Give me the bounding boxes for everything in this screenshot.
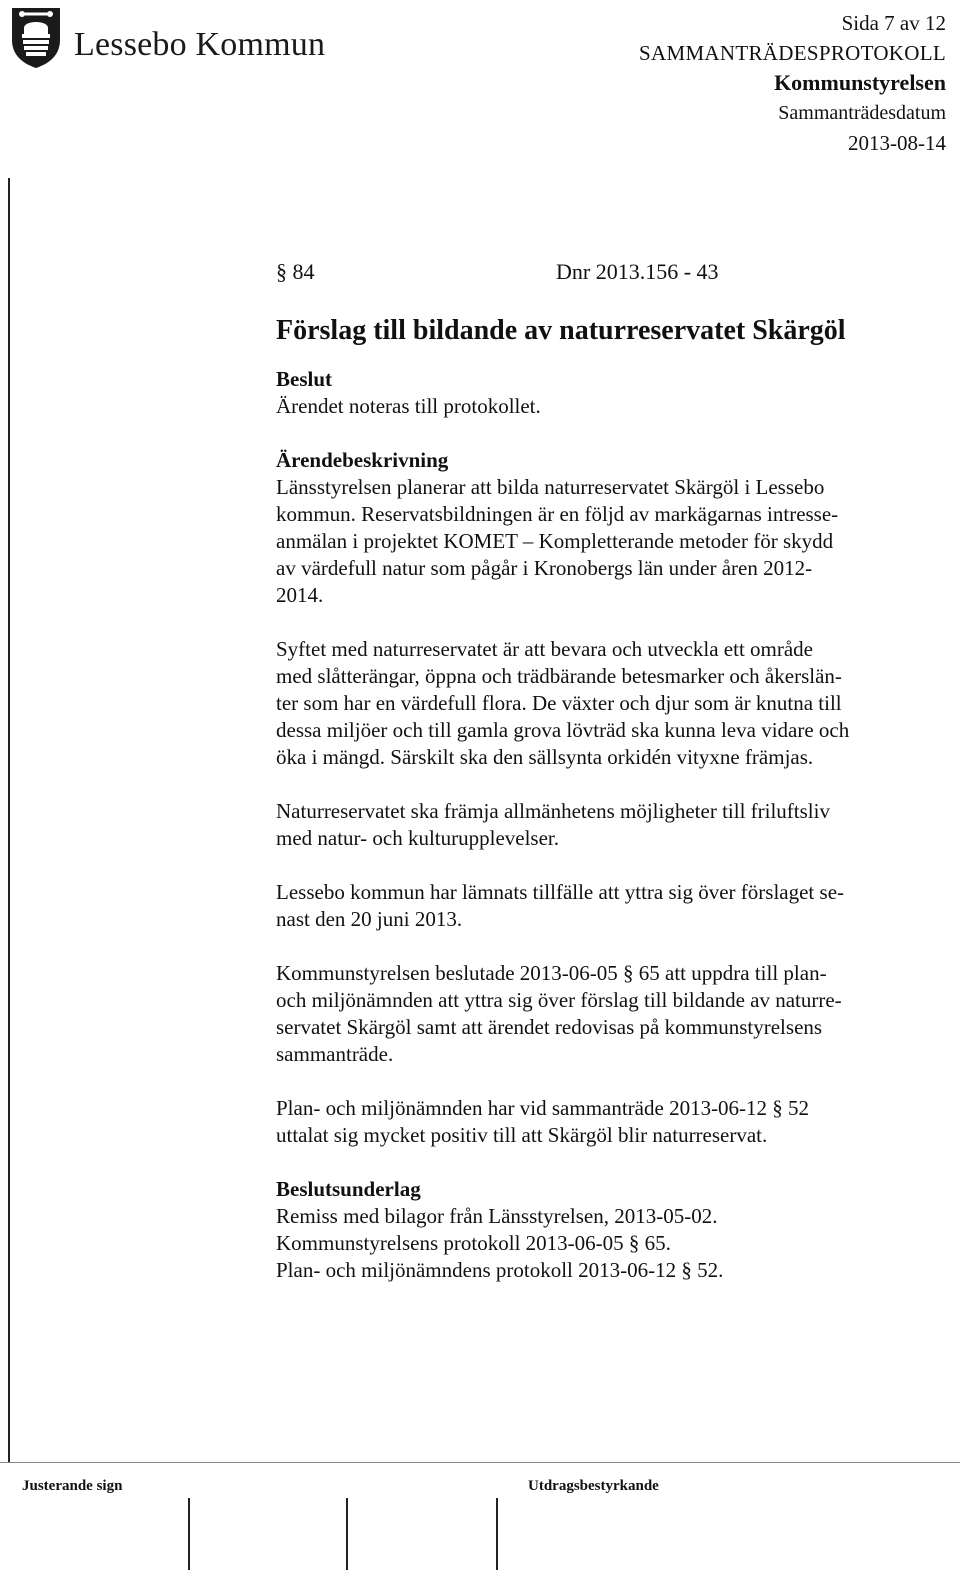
text-line: kommun. Reservatsbildningen är en följd av markägarnas intresse- — [276, 502, 839, 526]
list-item: Kommunstyrelsens protokoll 2013-06-05 § 65. — [276, 1231, 671, 1255]
item-title: Förslag till bildande av naturreservatet Skärgöl — [276, 315, 846, 346]
committee-name: Kommunstyrelsen — [774, 70, 946, 95]
list-item: Remiss med bilagor från Länsstyrelsen, 2013-05-02. — [276, 1204, 718, 1228]
item-reference — [276, 258, 936, 285]
coat-of-arms-icon — [8, 4, 64, 70]
text-line: uttalat sig mycket positiv till att Skärgöl blir naturreservat. — [276, 1123, 768, 1147]
text-line: Länsstyrelsen planerar att bilda naturreservatet Skärgöl i Lessebo — [276, 475, 825, 499]
description-paragraph-1 — [276, 474, 936, 609]
description-paragraph-4 — [276, 879, 936, 933]
text-line: med natur- och kulturupplevelser. — [276, 826, 559, 850]
text-line: dessa miljöer och till gamla grova lövträd ska kunna leva vidare och — [276, 718, 850, 742]
footer-rule — [0, 1462, 960, 1463]
utdragsbestyrkande-label: Utdragsbestyrkande — [528, 1478, 659, 1494]
logo-wordmark: Lessebo Kommun — [74, 26, 326, 63]
list-item: Plan- och miljönämndens protokoll 2013-06-12 § 52. — [276, 1258, 724, 1282]
text-line: Syftet med naturreservatet är att bevara och utveckla ett område — [276, 637, 813, 661]
document-body — [276, 258, 936, 1284]
text-line: anmälan i projektet KOMET – Kompletterande metoder för skydd — [276, 529, 834, 553]
paragraph-number: § 84 — [276, 259, 315, 284]
signature-divider — [188, 1498, 190, 1570]
description-paragraph-2 — [276, 636, 936, 771]
signature-divider — [346, 1498, 348, 1570]
document-header — [639, 8, 946, 158]
text-line: nast den 20 juni 2013. — [276, 907, 463, 931]
text-line: Lessebo kommun har lämnats tillfälle att yttra sig över förslaget se- — [276, 880, 845, 904]
text-line: av värdefull natur som pågår i Kronobergs län under åren 2012- — [276, 556, 813, 580]
text-line: servatet Skärgöl samt att ärendet redovisas på kommunstyrelsens — [276, 1015, 823, 1039]
document-type: SAMMANTRÄDESPROTOKOLL — [639, 41, 946, 65]
meeting-date: 2013-08-14 — [848, 131, 946, 155]
margin-rule — [8, 178, 10, 1462]
justerande-sign-label: Justerande sign — [22, 1478, 123, 1494]
meeting-date-label: Sammanträdesdatum — [778, 102, 946, 124]
description-paragraph-6 — [276, 1095, 936, 1149]
beslut-text: Ärendet noteras till protokollet. — [276, 394, 541, 418]
text-line: ter som har en värdefull flora. De växter och djur som är knutna till — [276, 691, 842, 715]
diary-number: Dnr 2013.156 - 43 — [556, 259, 719, 284]
text-line: Plan- och miljönämnden har vid sammanträde 2013-06-12 § 52 — [276, 1096, 810, 1120]
text-line: sammanträde. — [276, 1042, 394, 1066]
beslut-heading: Beslut — [276, 367, 333, 391]
description-paragraph-5 — [276, 960, 936, 1068]
text-line: Naturreservatet ska främja allmänhetens möjligheter till friluftsliv — [276, 799, 830, 823]
description-paragraph-3 — [276, 798, 936, 852]
arendebeskrivning-heading: Ärendebeskrivning — [276, 448, 449, 472]
decision-basis-list — [276, 1203, 936, 1284]
municipality-logo — [8, 4, 368, 76]
beslutsunderlag-heading: Beslutsunderlag — [276, 1177, 421, 1201]
text-line: med slåtterängar, öppna och trädbärande betesmarker och åkerslän- — [276, 664, 842, 688]
page-number: Sida 7 av 12 — [841, 11, 946, 35]
text-line: öka i mängd. Särskilt ska den sällsynta orkidén vityxne främjas. — [276, 745, 814, 769]
text-line: Kommunstyrelsen beslutade 2013-06-05 § 65 att uppdra till plan- — [276, 961, 827, 985]
text-line: och miljönämnden att yttra sig över förslag till bildande av naturre- — [276, 988, 842, 1012]
signature-divider — [496, 1498, 498, 1570]
text-line: 2014. — [276, 583, 324, 607]
